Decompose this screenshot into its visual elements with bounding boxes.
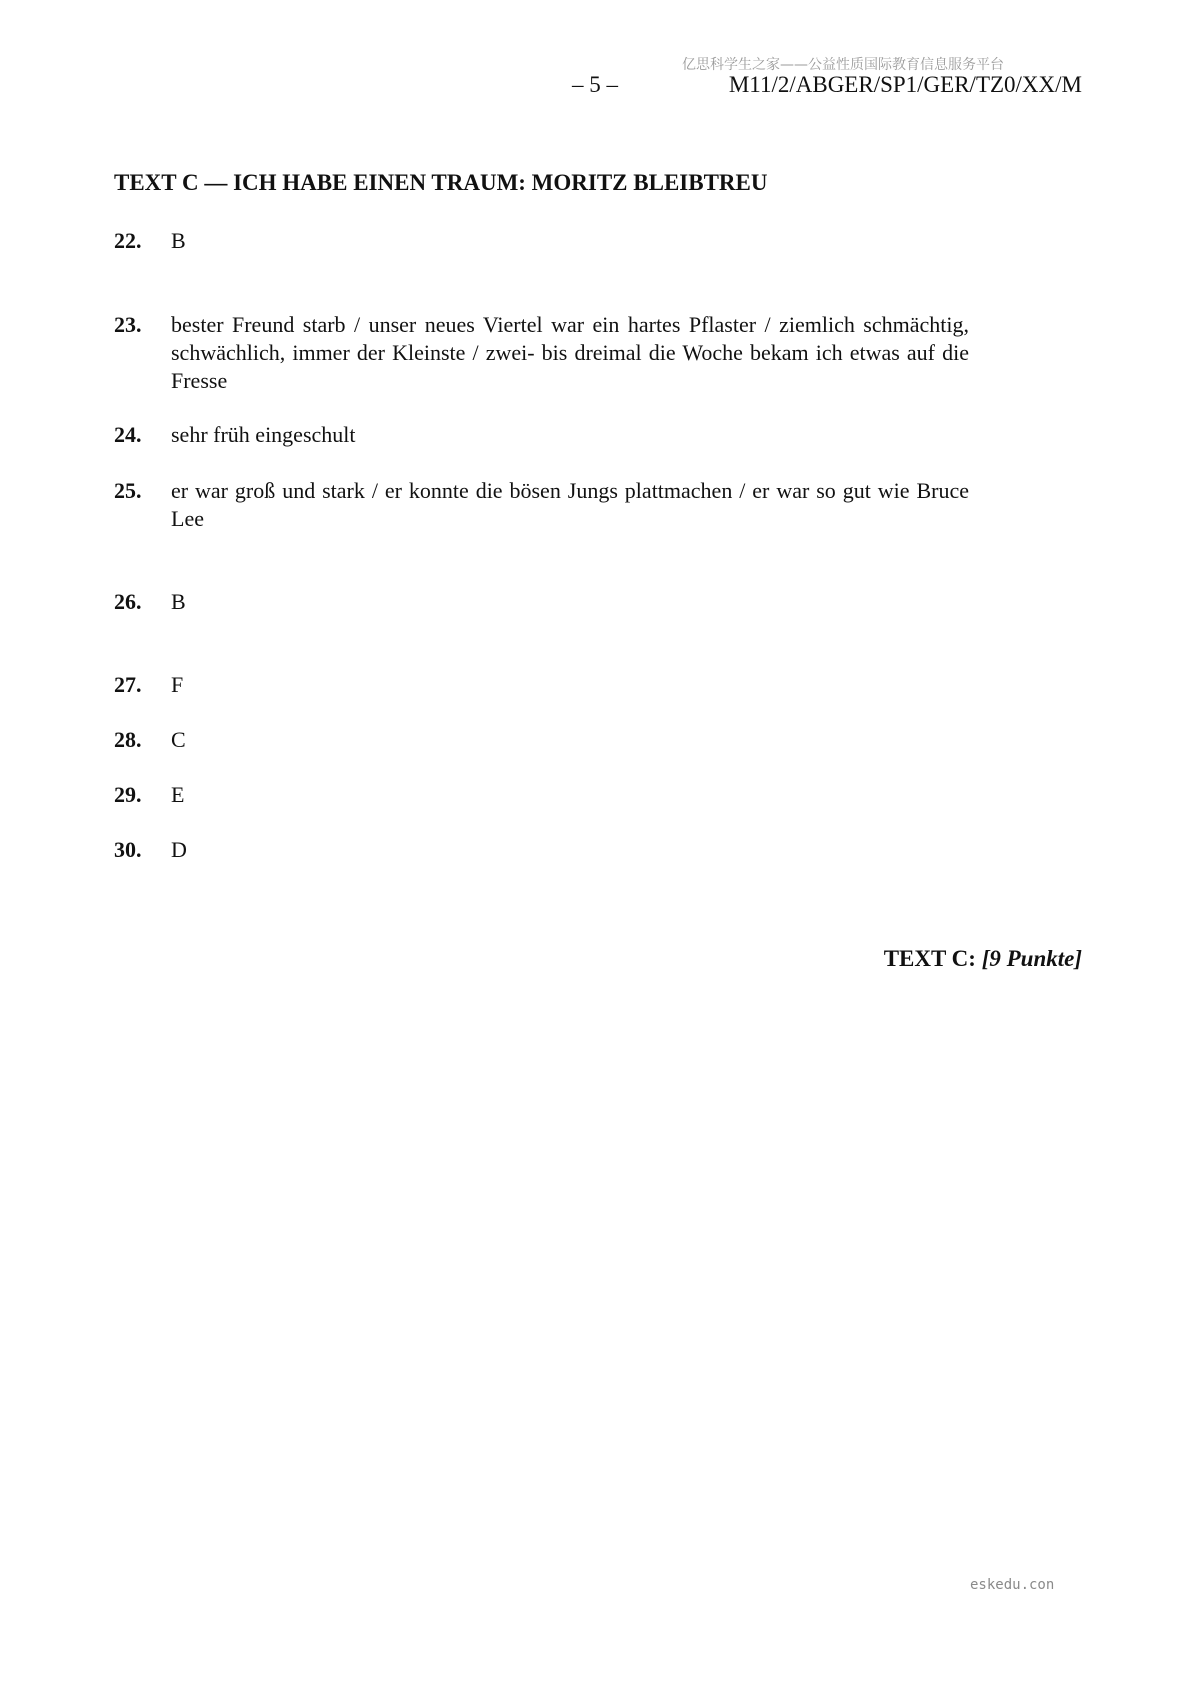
answer-item-26 [114,588,969,616]
answer-number: 26. [114,589,142,614]
answer-number: 30. [114,837,142,862]
answer-text: E [171,782,185,807]
answer-item-29 [114,781,969,809]
section-title: TEXT C — ICH HABE EINEN TRAUM: MORITZ BLEIBTREU [114,170,768,195]
answer-text: C [171,727,186,752]
document-code: M11/2/ABGER/SP1/GER/TZ0/XX/M [728,72,1082,97]
answer-text: D [171,837,187,862]
footer-watermark: eskedu.con [970,1577,1055,1593]
answer-item-24 [114,421,969,449]
answer-number: 27. [114,672,142,697]
answer-number: 29. [114,782,142,807]
answer-item-22 [114,227,969,255]
answer-text: sehr früh eingeschult [171,422,356,447]
page-number: – 5 – [572,72,618,97]
answer-number: 25. [114,478,142,503]
answer-text: B [171,589,186,614]
answer-text: bester Freund starb / unser neues Viertel war ein hartes Pflaster / ziemlich schmächtig, schwächlich, immer der Kleinste / zwei- bis dreimal die Woche bekam ich etwas auf die Fresse [171,312,969,393]
total-value: [9 Punkte] [981,946,1082,971]
answer-text: F [171,672,184,697]
answer-item-28 [114,726,969,754]
answer-text: er war groß und stark / er konnte die bösen Jungs plattmachen / er war so gut wie Bruce Lee [171,478,969,531]
section-total [884,946,1082,972]
total-label: TEXT C: [883,946,976,971]
answer-item-27 [114,671,969,699]
answer-item-30 [114,836,969,864]
answer-number: 28. [114,727,142,752]
answer-number: 22. [114,228,142,253]
answer-text: B [171,228,186,253]
answer-number: 23. [114,312,142,337]
answer-item-23 [114,311,969,395]
answer-item-25 [114,477,969,533]
answer-number: 24. [114,422,142,447]
header-watermark: 亿思科学生之家——公益性质国际教育信息服务平台 [682,57,1004,73]
